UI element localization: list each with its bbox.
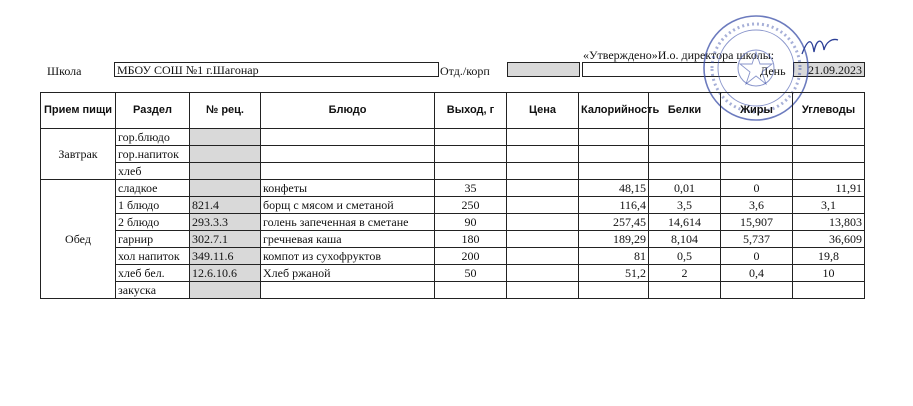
dish-cell: Хлеб ржаной: [261, 265, 435, 282]
table-header-row: [41, 93, 865, 129]
recipe-cell: [190, 129, 261, 146]
carbs-cell: 3,1: [793, 197, 865, 214]
protein-cell: 0,5: [649, 248, 721, 265]
col-header-protein: Белки: [649, 93, 721, 129]
col-header-yield: Выход, г: [435, 93, 507, 129]
carbs-cell: 19,8: [793, 248, 865, 265]
dish-cell: гречневая каша: [261, 231, 435, 248]
carbs-cell: [793, 163, 865, 180]
calories-cell: 81: [579, 248, 649, 265]
yield-cell: 50: [435, 265, 507, 282]
table-row: [41, 146, 865, 163]
recipe-cell: [190, 146, 261, 163]
carbs-cell: 13,803: [793, 214, 865, 231]
dish-cell: [261, 282, 435, 299]
dish-cell: конфеты: [261, 180, 435, 197]
table-row: [41, 231, 865, 248]
section-cell: 1 блюдо: [116, 197, 190, 214]
yield-cell: [435, 282, 507, 299]
recipe-cell: [190, 282, 261, 299]
fat-cell: [721, 129, 793, 146]
fat-cell: 3,6: [721, 197, 793, 214]
calories-cell: 257,45: [579, 214, 649, 231]
director-signature: [800, 34, 840, 58]
section-cell: 2 блюдо: [116, 214, 190, 231]
fat-cell: 0: [721, 180, 793, 197]
calories-cell: [579, 163, 649, 180]
calories-cell: 189,29: [579, 231, 649, 248]
yield-cell: [435, 163, 507, 180]
price-cell: [507, 180, 579, 197]
price-cell: [507, 197, 579, 214]
table-row: [41, 248, 865, 265]
recipe-cell: [190, 180, 261, 197]
date-field: 21.09.2023: [793, 62, 865, 77]
price-cell: [507, 146, 579, 163]
dish-cell: [261, 146, 435, 163]
section-cell: гор.напиток: [116, 146, 190, 163]
fat-cell: 0,4: [721, 265, 793, 282]
table-row: [41, 214, 865, 231]
protein-cell: [649, 146, 721, 163]
section-cell: гарнир: [116, 231, 190, 248]
dish-cell: [261, 163, 435, 180]
protein-cell: [649, 282, 721, 299]
yield-cell: 200: [435, 248, 507, 265]
table-row: [41, 163, 865, 180]
price-cell: [507, 231, 579, 248]
table-row: [41, 129, 865, 146]
calories-cell: 116,4: [579, 197, 649, 214]
col-header-recipe: № рец.: [190, 93, 261, 129]
protein-cell: 8,104: [649, 231, 721, 248]
table-row: [41, 282, 865, 299]
table-row: [41, 265, 865, 282]
recipe-cell: 293.3.3: [190, 214, 261, 231]
dish-cell: компот из сухофруктов: [261, 248, 435, 265]
protein-cell: [649, 163, 721, 180]
calories-cell: 51,2: [579, 265, 649, 282]
recipe-cell: [190, 163, 261, 180]
calories-cell: [579, 146, 649, 163]
carbs-cell: [793, 146, 865, 163]
fat-cell: 5,737: [721, 231, 793, 248]
price-cell: [507, 282, 579, 299]
fat-cell: 0: [721, 248, 793, 265]
price-cell: [507, 214, 579, 231]
protein-cell: 2: [649, 265, 721, 282]
recipe-cell: 302.7.1: [190, 231, 261, 248]
recipe-cell: 821.4: [190, 197, 261, 214]
col-header-section: Раздел: [116, 93, 190, 129]
yield-cell: 250: [435, 197, 507, 214]
calories-cell: [579, 282, 649, 299]
dish-cell: борщ с мясом и сметаной: [261, 197, 435, 214]
fat-cell: [721, 163, 793, 180]
table-row: [41, 180, 865, 197]
section-cell: закуска: [116, 282, 190, 299]
protein-cell: [649, 129, 721, 146]
meal-name-breakfast: Завтрак: [41, 129, 116, 180]
col-header-meal: Прием пищи: [41, 93, 116, 129]
table-row: [41, 197, 865, 214]
dish-cell: [261, 129, 435, 146]
price-cell: [507, 163, 579, 180]
section-cell: хлеб: [116, 163, 190, 180]
yield-cell: [435, 146, 507, 163]
section-cell: хол напиток: [116, 248, 190, 265]
approved-caption: «Утверждено»И.о. директора школы:: [583, 48, 775, 62]
yield-cell: 35: [435, 180, 507, 197]
calories-cell: 48,15: [579, 180, 649, 197]
carbs-cell: 11,91: [793, 180, 865, 197]
calories-cell: [579, 129, 649, 146]
recipe-cell: 12.6.10.6: [190, 265, 261, 282]
meal-name-lunch: Обед: [41, 180, 116, 299]
school-name-field: МБОУ СОШ №1 г.Шагонар: [114, 62, 439, 77]
price-cell: [507, 129, 579, 146]
section-cell: сладкое: [116, 180, 190, 197]
fat-cell: [721, 282, 793, 299]
carbs-cell: 10: [793, 265, 865, 282]
menu-table: [40, 92, 865, 299]
section-cell: хлеб бел.: [116, 265, 190, 282]
school-label: Школа: [47, 64, 82, 78]
yield-cell: 180: [435, 231, 507, 248]
section-cell: гор.блюдо: [116, 129, 190, 146]
dish-cell: голень запеченная в сметане: [261, 214, 435, 231]
protein-cell: 0,01: [649, 180, 721, 197]
fat-cell: 15,907: [721, 214, 793, 231]
col-header-calories: Калорийность: [579, 93, 649, 129]
day-label: День: [760, 64, 786, 78]
price-cell: [507, 265, 579, 282]
price-cell: [507, 248, 579, 265]
protein-cell: 14,614: [649, 214, 721, 231]
yield-cell: 90: [435, 214, 507, 231]
dept-field: [507, 62, 580, 77]
yield-cell: [435, 129, 507, 146]
carbs-cell: [793, 129, 865, 146]
col-header-dish: Блюдо: [261, 93, 435, 129]
col-header-carbs: Углеводы: [793, 93, 865, 129]
col-header-price: Цена: [507, 93, 579, 129]
protein-cell: 3,5: [649, 197, 721, 214]
carbs-cell: 36,609: [793, 231, 865, 248]
carbs-cell: [793, 282, 865, 299]
recipe-cell: 349.11.6: [190, 248, 261, 265]
col-header-fat: Жиры: [721, 93, 793, 129]
fat-cell: [721, 146, 793, 163]
dept-label: Отд./корп: [440, 64, 490, 78]
